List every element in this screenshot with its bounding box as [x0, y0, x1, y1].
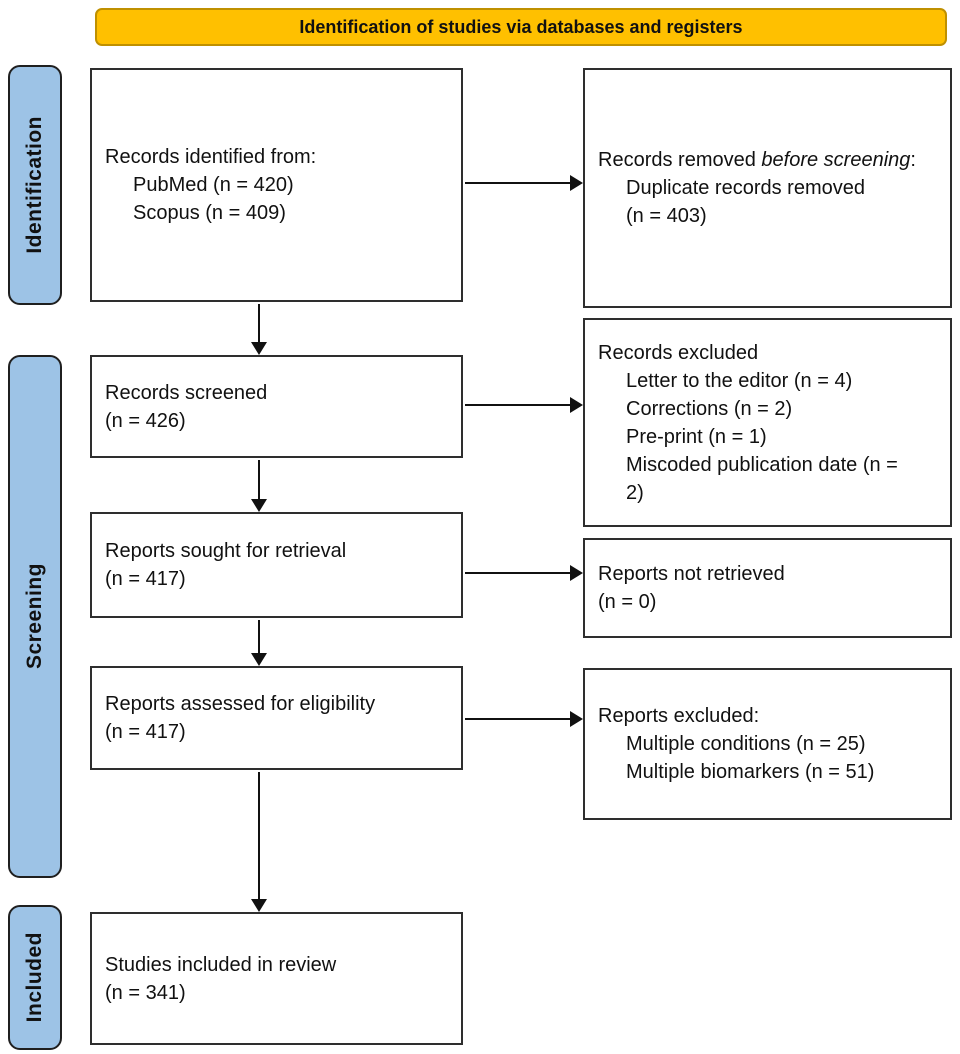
box-title: Reports sought for retrieval [105, 540, 347, 562]
arrow-head-down-icon [251, 342, 267, 355]
arrow-head-right-icon [570, 175, 583, 191]
arrow-line [258, 460, 260, 500]
box-title [598, 146, 942, 174]
box-item: Corrections (n = 2) [626, 397, 793, 420]
arrow-head-right-icon [570, 565, 583, 581]
title-text: Records removed [598, 149, 762, 171]
box-records-removed [583, 68, 952, 308]
box-item: Multiple biomarkers (n = 51) [626, 761, 875, 783]
arrow-line [465, 718, 571, 720]
box-title: Reports not retrieved [598, 563, 785, 585]
box-item: Pre-print (n = 1) [626, 425, 767, 448]
arrow-head-down-icon [251, 499, 267, 512]
box-title: Records screened [105, 381, 268, 404]
box-item: Duplicate records removed [626, 177, 865, 199]
banner-label: Identification of studies via databases and registers [299, 16, 743, 37]
arrow-line [465, 572, 571, 574]
box-item: Miscoded publication date (n = [626, 453, 898, 476]
box-studies-included [90, 912, 463, 1045]
box-records-excluded [583, 318, 952, 527]
stage-label-screening: Screening [23, 563, 46, 670]
box-title: Records excluded [598, 341, 759, 364]
box-count: (n = 417) [105, 568, 186, 590]
box-count: (n = 417) [105, 721, 186, 743]
box-item: PubMed (n = 420) [133, 174, 294, 196]
arrow-head-right-icon [570, 711, 583, 727]
box-item: Multiple conditions (n = 25) [626, 733, 866, 755]
arrow-head-down-icon [251, 653, 267, 666]
box-item: Letter to the editor (n = 4) [626, 369, 853, 392]
box-records-screened [90, 355, 463, 458]
box-title: Records identified from: [105, 146, 317, 168]
box-records-identified [90, 68, 463, 302]
box-item: (n = 403) [626, 205, 707, 227]
box-item: Scopus (n = 409) [133, 202, 286, 224]
arrow-line [465, 182, 571, 184]
stage-bar-identification [8, 65, 62, 305]
box-count: (n = 341) [105, 981, 186, 1004]
stage-bar-included [8, 905, 62, 1050]
box-reports-sought [90, 512, 463, 618]
box-reports-not-retrieved [583, 538, 952, 638]
banner-identification-of-studies [95, 8, 947, 46]
arrow-head-down-icon [251, 899, 267, 912]
arrow-line [465, 404, 571, 406]
stage-bar-screening [8, 355, 62, 878]
box-item: 2) [626, 481, 644, 504]
title-italic-text: before screening [761, 149, 911, 171]
box-count: (n = 426) [105, 409, 186, 432]
arrow-line [258, 620, 260, 655]
arrow-line [258, 772, 260, 901]
box-reports-assessed [90, 666, 463, 770]
arrow-line [258, 304, 260, 344]
box-title: Reports assessed for eligibility [105, 693, 376, 715]
box-reports-excluded [583, 668, 952, 820]
arrow-head-right-icon [570, 397, 583, 413]
box-title: Studies included in review [105, 953, 337, 976]
stage-label-identification: Identification [23, 116, 46, 254]
title-text: : [910, 149, 916, 171]
stage-label-included: Included [23, 932, 46, 1023]
box-count: (n = 0) [598, 591, 657, 613]
box-title: Reports excluded: [598, 705, 760, 727]
